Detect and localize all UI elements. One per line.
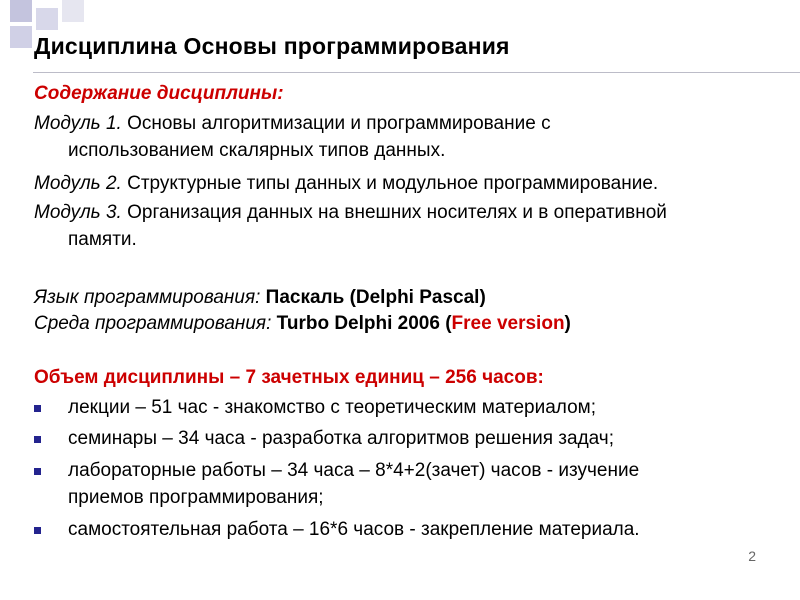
module-2-label: Модуль 2.	[34, 173, 122, 194]
volume-heading: Объем дисциплины – 7 зачетных единиц – 256 часов:	[34, 367, 544, 388]
bullet-square-icon	[34, 436, 41, 443]
bullet-square-icon	[34, 527, 41, 534]
deco-square	[36, 8, 58, 30]
language-value: Паскаль (Delphi Pascal)	[265, 287, 486, 308]
module-1	[34, 110, 551, 138]
module-3-text: Организация данных на внешних носителях и в оперативной	[127, 202, 667, 223]
environment-label: Среда программирования:	[34, 313, 272, 334]
deco-square	[10, 26, 32, 48]
module-3-label: Модуль 3.	[34, 202, 122, 223]
environment-value-suffix: )	[564, 313, 571, 334]
section-heading: Содержание дисциплины:	[34, 83, 284, 104]
deco-square	[10, 0, 32, 22]
deco-square	[62, 0, 84, 22]
slide-title: Дисциплина Основы программирования	[34, 33, 510, 59]
bullet-item-3: лабораторные работы – 34 часа – 8*4+2(зачет) часов - изучение	[68, 460, 640, 481]
bullet-item-3-cont: приемов программирования;	[68, 487, 324, 508]
module-1-label: Модуль 1.	[34, 113, 122, 134]
module-1-text: Основы алгоритмизации и программирование с	[127, 113, 551, 134]
module-2	[34, 170, 658, 198]
language-line	[34, 284, 486, 312]
page-number: 2	[748, 548, 756, 564]
language-label: Язык программирования:	[34, 287, 261, 308]
bullet-square-icon	[34, 468, 41, 475]
environment-line	[34, 310, 571, 338]
bullet-item-2: семинары – 34 часа - разработка алгоритмов решения задач;	[68, 428, 614, 449]
bullet-item-1: лекции – 51 час - знакомство с теоретическим материалом;	[68, 397, 596, 418]
environment-value-highlight: Free version	[451, 313, 565, 334]
module-1-text-cont: использованием скалярных типов данных.	[68, 140, 446, 161]
environment-value-prefix: Turbo Delphi 2006 (	[276, 313, 452, 334]
title-divider	[33, 72, 800, 73]
module-3-text-cont: памяти.	[68, 229, 137, 250]
module-2-text: Структурные типы данных и модульное программирование.	[127, 173, 659, 194]
bullet-square-icon	[34, 405, 41, 412]
bullet-item-4: самостоятельная работа – 16*6 часов - закрепление материала.	[68, 519, 640, 540]
module-3	[34, 199, 667, 227]
